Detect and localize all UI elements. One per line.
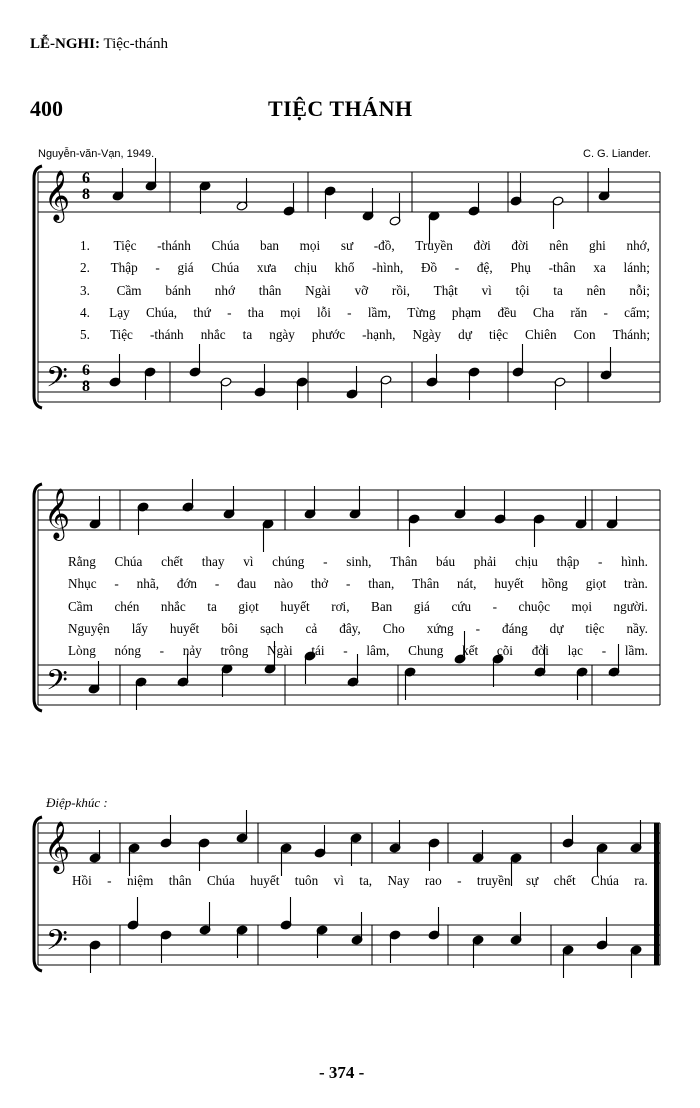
treble-clef: 𝄞: [44, 821, 71, 872]
lyric-syllable: giá: [413, 598, 430, 614]
lyric-syllable: báu: [436, 554, 456, 569]
lyric-syllable: đều: [497, 304, 517, 320]
bass-clef: 𝄢: [46, 361, 68, 401]
lyric-syllable: đời: [473, 238, 491, 253]
lyric-syllable: nhớ: [214, 282, 235, 298]
music-credit: C. G. Liander.: [583, 148, 651, 160]
lyric-syllable: giọt: [238, 598, 259, 614]
lyric-syllable: ban: [259, 238, 280, 253]
lyric-syllable: Cha: [532, 304, 555, 320]
lyric-syllable: Ban: [371, 598, 393, 614]
lyric-syllable: người.: [613, 598, 648, 614]
lyric-syllable: chịu: [515, 554, 538, 569]
lyric-syllable: thứ: [193, 304, 211, 320]
verse-number: 2.: [80, 260, 90, 276]
lyric-syllable: lâm,: [366, 643, 390, 659]
lyric-syllable: vì: [333, 873, 344, 888]
lyric-syllable: rồi,: [391, 282, 410, 298]
lyric-syllable: ta: [553, 282, 563, 298]
lyric-syllable: đáng: [502, 620, 528, 636]
lyric-syllable: chén: [114, 598, 140, 614]
lyric-syllable: cấm;: [624, 304, 650, 320]
lyric-syllable: nỗi;: [629, 282, 650, 298]
lyric-syllable: tràn.: [624, 576, 648, 592]
lyric-syllable: nhớ,: [626, 238, 650, 253]
lyric-line: [68, 643, 648, 659]
lyric-syllable: Thật: [433, 282, 458, 298]
lyric-syllable: -hình,: [372, 260, 404, 276]
lyric-syllable: nhắc: [160, 598, 186, 614]
lyric-syllable: than,: [368, 576, 395, 592]
bass-clef: 𝄢: [46, 924, 68, 964]
refrain-label: Điệp-khúc :: [46, 795, 108, 810]
lyric-syllable: Chúa: [211, 238, 240, 253]
lyric-syllable: -: [227, 304, 232, 320]
section-label: LỄ-NGHI:: [30, 36, 101, 52]
lyric-syllable: huyết: [280, 598, 310, 614]
time-signature-treble-top: 6: [82, 170, 90, 187]
lyric-syllable: niệm: [126, 873, 154, 888]
lyric-syllable: bánh: [165, 282, 191, 298]
lyric-syllable: Tiệc: [109, 327, 133, 343]
lyric-syllable: lầm,: [367, 304, 391, 320]
lyric-syllable: -: [155, 260, 160, 276]
lyric-syllable: dự: [549, 620, 564, 636]
lyric-syllable: ta: [207, 598, 217, 614]
lyric-syllable: chết: [161, 554, 184, 569]
lyric-syllable: phải: [473, 554, 497, 569]
lyric-syllable: Chúa: [114, 554, 143, 569]
text-credit: Nguyễn-văn-Vạn, 1949.: [38, 148, 155, 160]
lyric-syllable: lánh;: [623, 260, 650, 276]
lyric-line: [68, 554, 648, 570]
lyric-syllable: -: [347, 304, 352, 320]
hymn-title: TIỆC THÁNH: [268, 96, 413, 121]
lyric-syllable: truyền: [476, 873, 511, 888]
lyric-syllable: -: [457, 873, 462, 888]
lyric-syllable: răn: [570, 304, 588, 320]
lyric-syllable: Tiệc: [113, 238, 137, 253]
lyric-syllable: -thánh: [149, 327, 184, 343]
bass-clef: 𝄢: [46, 664, 68, 704]
lyric-syllable: Thập: [110, 260, 138, 276]
lyric-syllable: Thân: [412, 576, 440, 592]
lyric-syllable: ghi: [588, 238, 606, 253]
lyric-syllable: Ngày: [412, 327, 442, 343]
lyric-syllable: thập: [556, 554, 580, 569]
lyric-syllable: -: [603, 304, 608, 320]
lyric-syllable: Nay: [387, 873, 410, 888]
lyric-syllable: vỡ: [354, 282, 369, 298]
time-signature-treble-bottom: 8: [82, 186, 90, 203]
lyric-syllable: Nguyện: [68, 620, 110, 636]
lyric-syllable: giá: [177, 260, 194, 276]
lyric-syllable: phạm: [451, 304, 482, 320]
lyric-syllable: xa: [593, 260, 606, 276]
lyric-syllable: tội: [515, 282, 530, 298]
section-name: Tiệc-thánh: [103, 36, 168, 52]
lyric-syllable: cứu: [451, 598, 472, 614]
lyric-syllable: Từng: [407, 304, 436, 320]
lyric-line: [68, 599, 648, 615]
lyric-syllable: tiệc: [585, 620, 605, 636]
lyric-syllable: thân: [258, 282, 282, 298]
lyric-syllable: chuộc: [518, 598, 550, 614]
lyric-syllable: Ngài: [305, 282, 331, 298]
lyric-syllable: -: [598, 554, 603, 569]
lyric-syllable: hình.: [621, 554, 648, 569]
lyric-syllable: đệ,: [476, 260, 493, 276]
lyric-syllable: Chúa,: [145, 304, 178, 320]
refrain-lyric-line: [72, 873, 648, 889]
lyric-syllable: rơi,: [331, 598, 350, 614]
lyric-syllable: Chúa: [211, 260, 240, 276]
lyric-syllable: Phụ: [510, 260, 531, 276]
lyric-syllable: đớn: [176, 576, 198, 592]
lyric-syllable: -thân: [548, 260, 576, 276]
lyric-syllable: dự: [458, 327, 472, 343]
time-signature-bass-bottom: 8: [82, 378, 90, 395]
lyric-line: [80, 283, 650, 299]
lyric-syllable: Lạy: [109, 304, 130, 320]
lyric-syllable: hồng: [541, 576, 568, 592]
lyric-syllable: Chúa: [591, 873, 619, 888]
lyric-syllable: ra.: [634, 873, 648, 888]
lyric-syllable: Hồi: [72, 873, 92, 888]
lyric-syllable: huyết: [494, 576, 524, 592]
lyric-syllable: nhã,: [136, 576, 160, 592]
lyric-syllable: Chúa: [206, 873, 235, 888]
lyric-syllable: giọt: [585, 576, 607, 592]
lyric-syllable: -: [107, 873, 112, 888]
lyric-syllable: vì: [481, 282, 492, 298]
lyric-syllable: xưa: [256, 260, 277, 276]
lyric-syllable: chết: [553, 873, 576, 888]
lyric-syllable: trông: [220, 643, 249, 659]
verse-number: 3.: [80, 282, 90, 298]
lyric-syllable: kết: [462, 643, 479, 659]
final-bar: [654, 823, 659, 965]
lyric-syllable: -: [323, 554, 328, 569]
lyric-syllable: tha: [247, 304, 264, 320]
lyric-line: [80, 260, 650, 276]
lyric-syllable: mọi: [571, 598, 593, 614]
lyric-syllable: lỗi: [316, 304, 331, 320]
page-number: - 374 -: [319, 1063, 365, 1082]
lyric-syllable: -: [114, 576, 119, 592]
lyric-syllable: đời: [531, 643, 549, 659]
lyric-syllable: nhắc: [200, 327, 226, 343]
lyric-syllable: vì: [243, 554, 254, 569]
lyric-syllable: tái: [311, 643, 325, 659]
time-signature-bass-top: 6: [82, 362, 90, 379]
lyric-line: [80, 238, 650, 254]
lyric-syllable: xứng: [426, 620, 454, 636]
lyric-syllable: Nhục: [68, 576, 97, 592]
lyric-syllable: huyết: [169, 620, 200, 636]
lyric-syllable: nóng: [114, 643, 141, 659]
lyric-syllable: thay: [201, 554, 225, 569]
lyric-syllable: nát,: [457, 576, 477, 592]
lyric-syllable: chịu: [294, 260, 317, 276]
lyric-syllable: -: [159, 643, 165, 659]
lyric-syllable: -thánh: [157, 238, 191, 253]
lyric-syllable: ta,: [359, 873, 373, 888]
verse-number: 5.: [80, 327, 90, 343]
lyric-syllable: ngày: [269, 327, 295, 343]
lyric-syllable: Con: [573, 327, 596, 343]
lyric-line: [68, 621, 648, 637]
lyric-syllable: ta: [242, 327, 253, 343]
lyric-syllable: -: [214, 576, 220, 592]
lyric-syllable: lấy: [131, 620, 148, 636]
lyric-syllable: Ngài: [267, 643, 293, 659]
lyric-syllable: Đồ: [420, 260, 438, 276]
lyric-syllable: cõi: [496, 643, 513, 659]
lyric-syllable: -: [454, 260, 460, 276]
lyric-syllable: Cho: [382, 620, 405, 636]
lyric-syllable: -: [475, 620, 481, 636]
verse-number: 4.: [80, 304, 90, 320]
lyric-syllable: thở: [310, 576, 329, 592]
lyric-syllable: -hạnh,: [362, 327, 396, 343]
lyric-syllable: sạch: [260, 620, 284, 636]
treble-clef: 𝄞: [44, 170, 71, 221]
lyric-syllable: nào: [274, 576, 294, 592]
lyric-syllable: nầy.: [626, 620, 648, 636]
lyric-syllable: -: [343, 643, 348, 659]
lyric-line: [68, 576, 648, 592]
lyric-syllable: -: [601, 643, 607, 659]
lyric-syllable: tiệc: [488, 327, 508, 343]
lyric-syllable: chúng: [272, 554, 305, 569]
lyric-syllable: đau: [237, 576, 257, 592]
lyric-syllable: huyết: [250, 873, 280, 888]
lyric-syllable: Chung: [408, 643, 444, 659]
lyric-syllable: Cầm: [116, 282, 142, 298]
lyric-syllable: Rằng: [68, 554, 96, 569]
verse-number: 1.: [80, 238, 90, 253]
lyric-syllable: cả: [305, 620, 318, 636]
lyric-syllable: mọi: [299, 238, 321, 253]
lyric-syllable: lạc: [567, 643, 583, 659]
lyric-syllable: đời: [511, 238, 529, 253]
lyric-syllable: -: [492, 598, 497, 614]
lyric-syllable: -: [345, 576, 351, 592]
lyric-syllable: đây,: [339, 620, 361, 636]
lyric-syllable: nên: [549, 238, 569, 253]
lyric-syllable: Cầm: [68, 598, 93, 614]
lyric-syllable: Lòng: [68, 643, 96, 659]
lyric-syllable: Truyền: [415, 238, 453, 253]
lyric-syllable: tuôn: [294, 873, 319, 888]
lyric-syllable: sư: [340, 238, 354, 253]
lyric-syllable: Thánh;: [612, 327, 650, 343]
lyric-syllable: Thân: [390, 554, 418, 569]
lyric-syllable: khổ: [334, 260, 355, 276]
lyric-syllable: thân: [168, 873, 192, 888]
treble-clef: 𝄞: [44, 488, 71, 539]
lyric-syllable: rao: [424, 873, 442, 888]
lyric-line: [80, 305, 650, 321]
lyric-syllable: lầm.: [624, 643, 648, 659]
hymn-number: 400: [30, 96, 63, 121]
lyric-line: [80, 327, 650, 343]
lyric-syllable: mọi: [280, 304, 301, 320]
lyric-syllable: Chiên: [525, 327, 557, 343]
lyric-syllable: nên: [586, 282, 606, 298]
lyric-syllable: sự: [526, 873, 539, 888]
lyric-syllable: sinh,: [346, 554, 372, 569]
lyric-syllable: bôi: [221, 620, 239, 636]
lyric-syllable: phước: [311, 327, 346, 343]
lyric-syllable: nảy: [182, 643, 202, 659]
lyric-syllable: -đồ,: [373, 238, 395, 253]
